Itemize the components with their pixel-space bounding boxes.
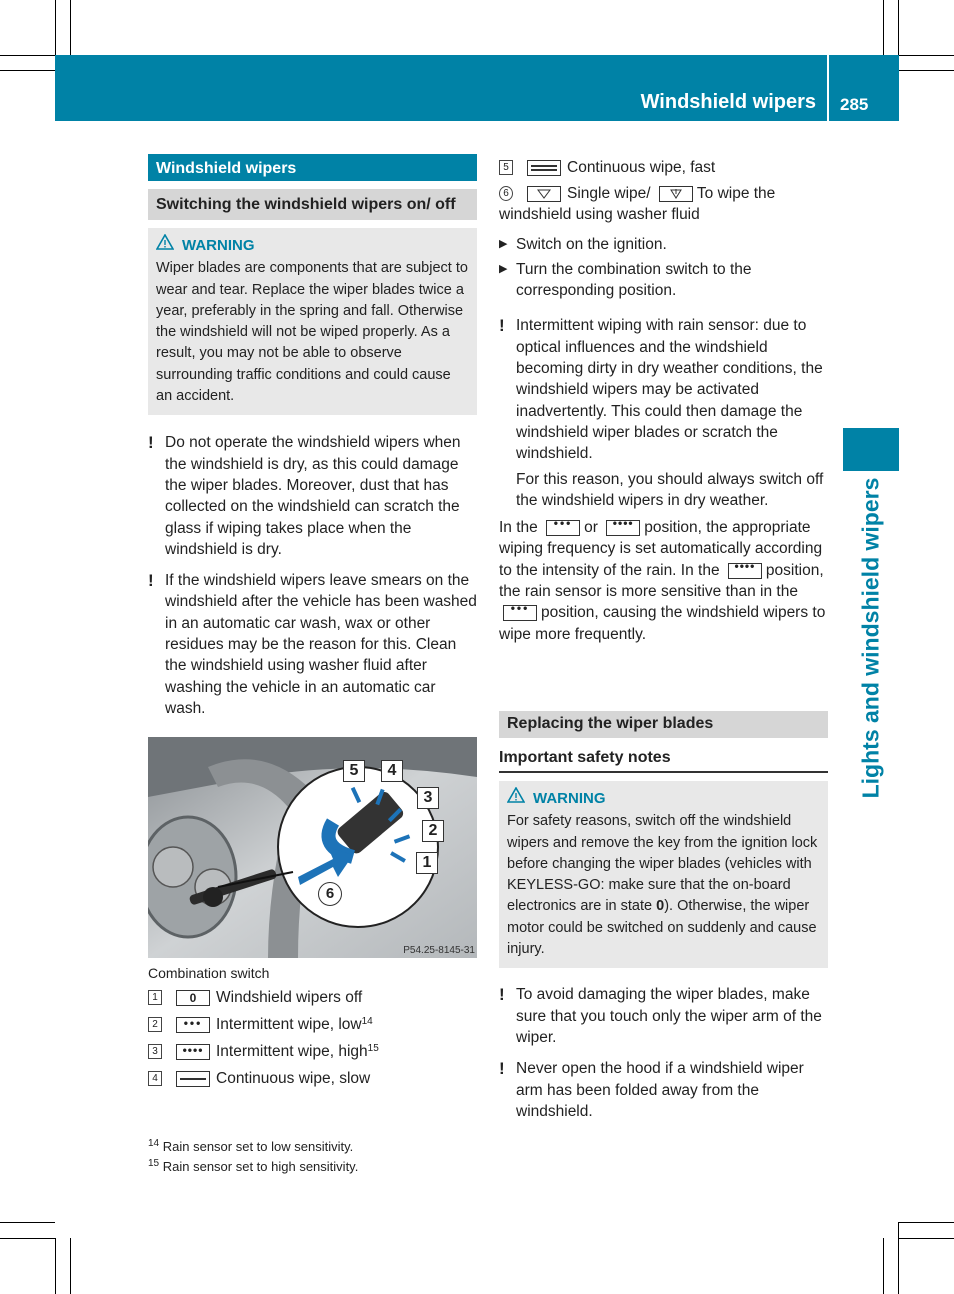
right-column-lower	[499, 781, 828, 1122]
note-text: For this reason, you should always switch off the windshield wipers in dry weather.	[516, 470, 824, 509]
right-column	[499, 157, 828, 645]
section-title: Replacing the wiper blades	[499, 711, 828, 738]
note-text: To avoid damaging the wiper blades, make sure that you touch only the wiper arm of the wiper.	[516, 986, 822, 1046]
crop-mark	[899, 55, 954, 56]
exclamation-icon: !	[148, 571, 154, 591]
warning-box	[499, 781, 828, 968]
footnote: $^{14}$ Rain sensor set to low sensitivity.	[148, 1138, 354, 1154]
intermittent-high-symbol: ••••	[728, 563, 762, 579]
crop-mark	[883, 1238, 884, 1294]
callout-4: 4	[381, 760, 403, 782]
intermittent-high-symbol: ••••	[176, 1044, 210, 1060]
note-text: If the windshield wipers leave smears on the windshield after the vehicle has been washed in an automatic car wash, wax or other residues may be the reason for this. Clean the windshield using washer fluid after washing the vehicle in an automatic car wash.	[165, 572, 477, 717]
section-title: Windshield wipers	[148, 154, 477, 181]
crop-mark	[898, 0, 899, 55]
exclamation-icon: !	[499, 316, 505, 336]
crop-mark	[70, 1238, 71, 1294]
crop-mark	[898, 1222, 899, 1294]
warning-triangle-icon	[156, 234, 174, 256]
warning-heading: WARNING	[156, 234, 469, 256]
figure-caption: Combination switch	[148, 965, 270, 981]
warning-box	[148, 228, 477, 415]
chapter-tab	[843, 428, 899, 471]
continuous-slow-symbol	[176, 1071, 210, 1087]
washer-fluid-icon	[659, 186, 693, 202]
figure-code: P54.25-8145-31	[403, 945, 475, 956]
header-title: Windshield wipers	[640, 91, 816, 113]
legend-item: 3 •••• Intermittent wipe, high$^{15}$	[148, 1038, 477, 1065]
legend-item: 1 0 Windshield wipers off	[148, 984, 477, 1011]
crop-mark	[0, 70, 55, 71]
intermittent-low-symbol: •••	[503, 605, 537, 621]
header-separator	[827, 55, 829, 121]
crop-mark	[899, 1238, 954, 1239]
exclamation-icon: !	[148, 433, 154, 453]
left-column	[148, 154, 477, 719]
chapter-label: Lights and windshield wipers	[857, 477, 884, 799]
intermittent-low-symbol: •••	[176, 1017, 210, 1033]
warning-text: Wiper blades are components that are subject to wear and tear. Replace the wiper blades twice a year, preferably in the spring and fall. Otherwise the windshield will not be wiped properly. As a result, you may not be able to observe surrounding traffic conditions and could cause an accident.	[156, 260, 468, 405]
page-number: 285	[840, 95, 869, 114]
callout-3: 3	[417, 787, 439, 809]
arrow-bullet-icon: ▶	[499, 262, 508, 275]
instruction-step: ▶ Turn the combination switch to the corresponding position.	[499, 260, 752, 300]
crop-mark	[0, 55, 55, 56]
combination-switch-figure	[148, 737, 477, 958]
warning-heading: WARNING	[507, 787, 820, 809]
warning-text: For safety reasons, switch off the windshield wipers and remove the key from the ignition lock before changing the wiper blades (vehicles with KEYLESS-GO: make sure that the on-board electronics are in state 0). Otherwise, the wiper motor could be switched on suddenly and cause injury.	[507, 813, 818, 958]
subheading: Important safety notes	[499, 749, 671, 766]
divider	[499, 771, 828, 773]
note-text: Never open the hood if a windshield wiper arm has been folded away from the windshield.	[516, 1060, 804, 1120]
crop-mark	[883, 0, 884, 55]
legend-item: 4 Continuous wipe, slow	[148, 1065, 477, 1092]
subsection-title: Switching the windshield wipers on/ off	[148, 189, 477, 220]
callout-6: 6	[318, 882, 342, 906]
footnote: $^{15}$ Rain sensor set to high sensitivity.	[148, 1158, 359, 1174]
note-block	[499, 984, 828, 1048]
crop-mark	[55, 1238, 56, 1294]
crop-mark	[0, 1238, 55, 1239]
legend-item: 2 ••• Intermittent wipe, low$^{14}$	[148, 1011, 477, 1038]
legend-item: 6 Single wipe/ To wipe the windshield using washer fluid	[499, 185, 776, 224]
note-block	[499, 1058, 828, 1122]
note-text: Intermittent wiping with rain sensor: due to optical influences and the windshield becoming dirty in dry weather conditions, the windshield wipers may be activated inadvertently. This could then damage the windshield wiper blades or scratch the windshield.	[516, 317, 823, 463]
warning-triangle-icon	[507, 787, 525, 809]
continuous-fast-symbol	[527, 160, 561, 176]
rain-sensor-paragraph: In the ••• or •••• position, the appropriate wiping frequency is set automatically according to the intensity of the rain. In the •••• position, the rain sensor is more sensitive than in the ••• position, causing the windshield wipers to wipe more frequently.	[499, 516, 826, 643]
note-block	[148, 432, 477, 560]
arrow-bullet-icon: ▶	[499, 237, 508, 250]
note-block	[499, 315, 828, 511]
wiper-off-symbol: 0	[176, 990, 210, 1006]
note-block	[148, 570, 477, 719]
legend-list	[148, 984, 477, 1092]
crop-mark	[899, 70, 954, 71]
callout-2: 2	[422, 820, 444, 842]
callout-5: 5	[343, 760, 365, 782]
crop-mark	[899, 1222, 954, 1223]
exclamation-icon: !	[499, 985, 505, 1005]
legend-item: 5 Continuous wipe, fast	[499, 157, 828, 179]
exclamation-icon: !	[499, 1059, 505, 1079]
intermittent-low-symbol: •••	[546, 520, 580, 536]
crop-mark	[70, 0, 71, 55]
intermittent-high-symbol: ••••	[606, 520, 640, 536]
single-wipe-icon	[527, 186, 561, 202]
crop-mark	[55, 0, 56, 55]
callout-1: 1	[416, 852, 438, 874]
instruction-step: ▶ Switch on the ignition.	[499, 234, 828, 255]
crop-mark	[0, 1222, 55, 1223]
note-text: Do not operate the windshield wipers when the windshield is dry, as this could damage the wiper blades. Moreover, dust that has collected on the windshield can scratch the glass if wiping takes place when the windshield is dry.	[165, 434, 461, 558]
